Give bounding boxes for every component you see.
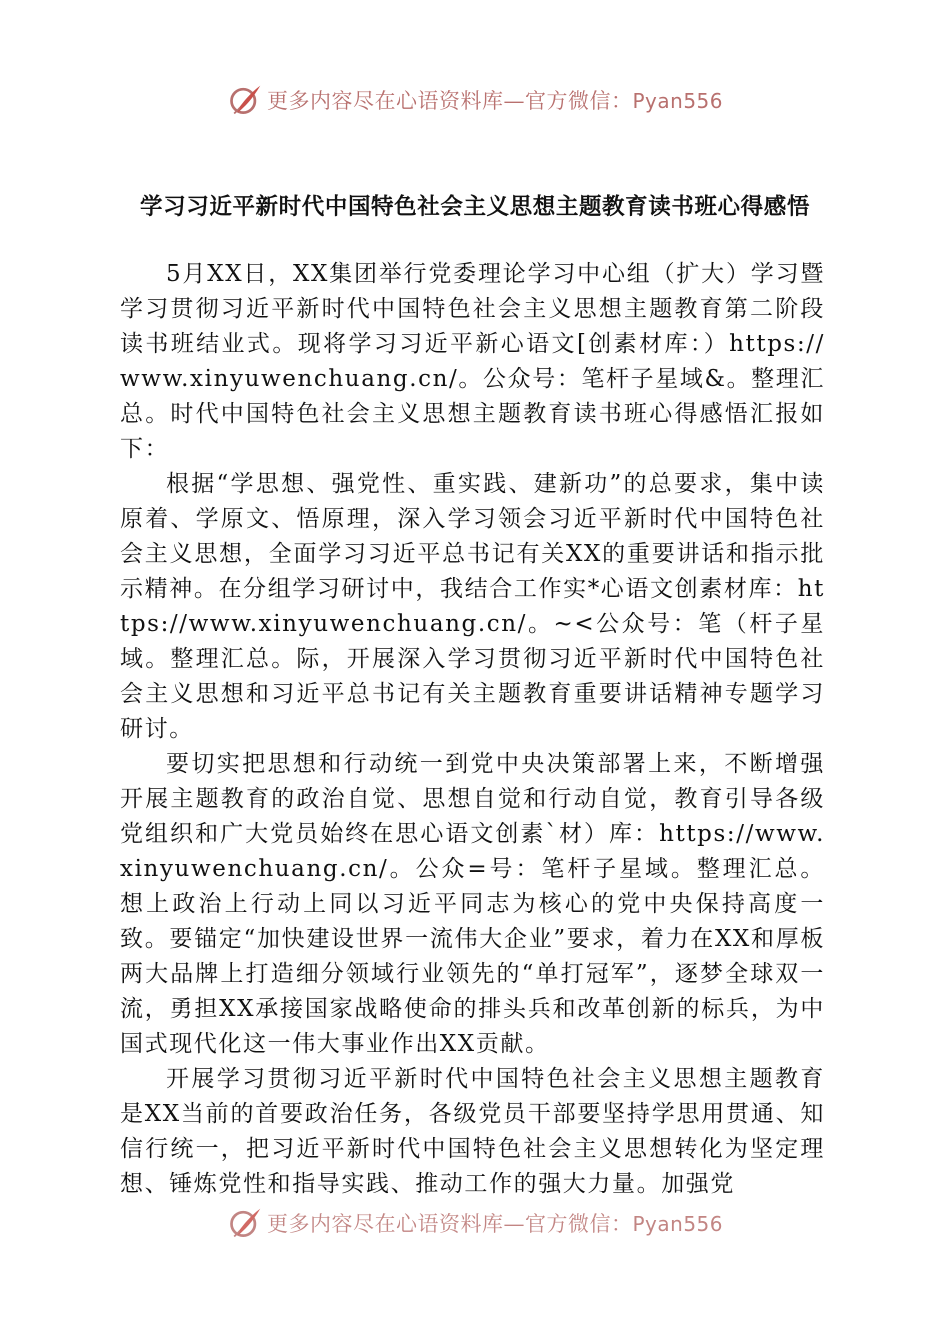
- document-title: 学习习近平新时代中国特色社会主义思想主题教育读书班心得感悟: [140, 194, 810, 220]
- paragraph-3: 要切实把思想和行动统一到党中央决策部署上来，不断增强开展主题教育的政治自觉、思想自觉和行动自觉，教育引导各级党组织和广大党员始终在思心语文创素`材）库：https://www.xinyuwenchuang.cn/。公众=号：笔杆子星域。整理汇总。想上政治上行动上同以习近平同志为核心的党中央保持高度一致。要锚定“加快建设世界一流伟大企业”要求，着力在XX和厚板两大品牌上打造细分领域行业领先的“单打冠军”，逐梦全球双一流，勇担XX承接国家战略使命的排头兵和改革创新的标兵，为中国式现代化这一伟大事业作出XX贡献。: [120, 751, 825, 1057]
- watermark-text: [267, 1208, 723, 1238]
- header-watermark: [0, 80, 950, 120]
- watermark-text: [267, 85, 723, 115]
- watermark-wechat-id: Pyan556: [632, 89, 723, 113]
- quill-logo-icon: [227, 82, 263, 118]
- watermark-text-cn: 更多内容尽在心语资料库—官方微信：: [266, 89, 633, 113]
- paragraph-4: 开展学习贯彻习近平新时代中国特色社会主义思想主题教育是XX当前的首要政治任务，各级党员干部要坚持学思用贯通、知信行统一，把习近平新时代中国特色社会主义思想转化为坚定理想、锤炼党性和指导实践、推动工作的强大力量。加强党: [120, 1066, 825, 1197]
- watermark-wechat-id: Pyan556: [632, 1212, 723, 1236]
- document-body: [120, 257, 825, 1202]
- paragraph-2: 根据“学思想、强党性、重实践、建新功”的总要求，集中读原着、学原文、悟原理，深入学习领会习近平新时代中国特色社会主义思想，全面学习习近平总书记有关XX的重要讲话和指示批示精神。在分组学习研讨中，我结合工作实*心语文创素材库：https://www.xinyuwenchuang.cn/。~<公众号：笔（杆子星域。整理汇总。际，开展深入学习贯彻习近平新时代中国特色社会主义思想和习近平总书记有关主题教育重要讲话精神专题学习研讨。: [120, 471, 825, 742]
- paragraph-1: 5月XX日，XX集团举行党委理论学习中心组（扩大）学习暨学习贯彻习近平新时代中国特色社会主义思想主题教育第二阶段读书班结业式。现将学习习近平新心语文[创素材库：）https://www.xinyuwenchuang.cn/。公众号：笔杆子星域&。整理汇总。时代中国特色社会主义思想主题教育读书班心得感悟汇报如下：: [120, 261, 825, 462]
- watermark-text-cn: 更多内容尽在心语资料库—官方微信：: [266, 1212, 633, 1236]
- quill-logo-icon: [227, 1205, 263, 1241]
- footer-watermark: [0, 1203, 950, 1243]
